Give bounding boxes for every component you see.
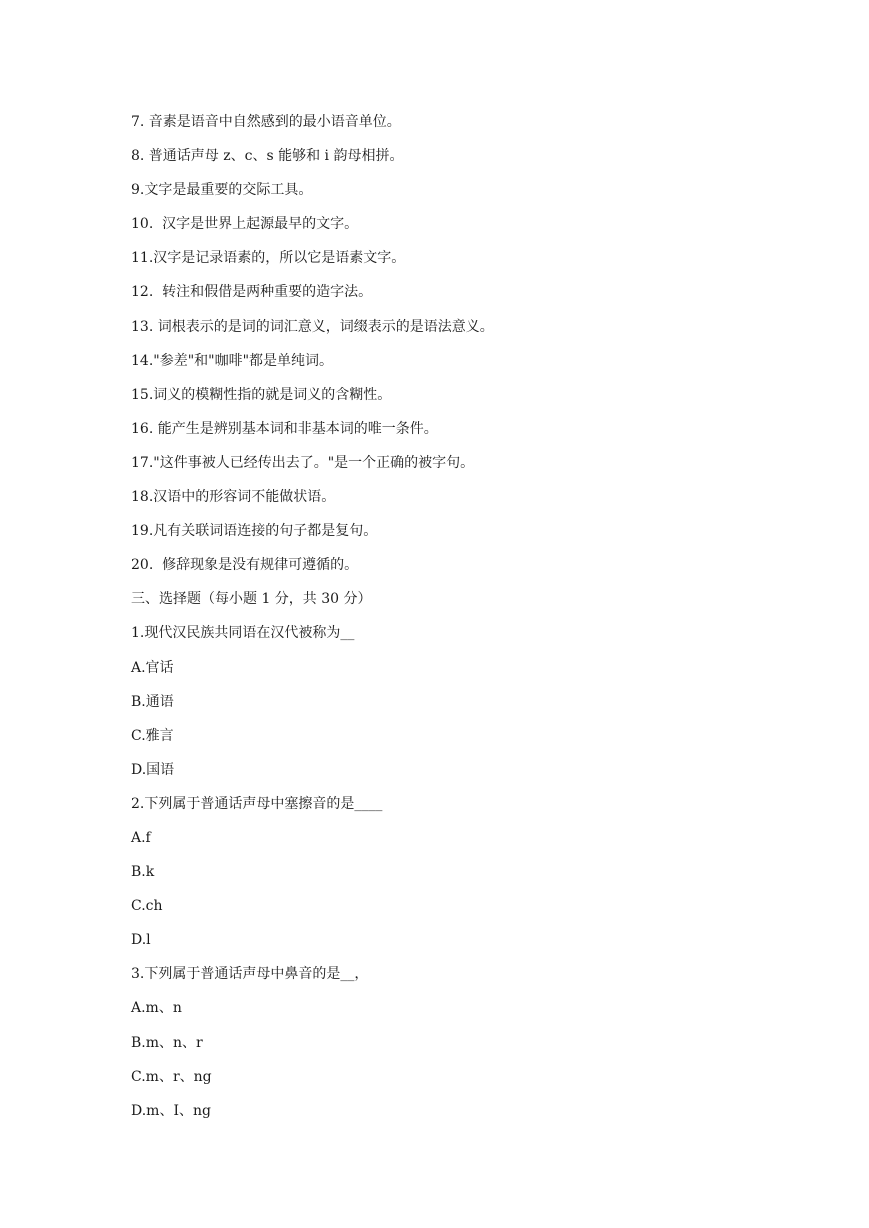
question-3-option-a: A.m、n: [131, 1000, 182, 1017]
true-false-item-20: 20. 修辞现象是没有规律可遵循的。: [131, 557, 359, 574]
question-1-option-b: B.通语: [131, 693, 174, 710]
question-3-stem: 3.下列属于普通话声母中鼻音的是__，: [131, 966, 369, 983]
document-body: [131, 110, 831, 1133]
true-false-item-18: 18.汉语中的形容词不能做状语。: [131, 489, 336, 506]
question-2-option-c: C.ch: [131, 898, 163, 915]
true-false-item-12: 12. 转注和假借是两种重要的造字法。: [131, 284, 373, 301]
question-3-option-c: C.m、r、ng: [131, 1068, 212, 1085]
true-false-item-17: 17."这件事被人已经传出去了。"是一个正确的被字句。: [131, 454, 475, 471]
question-1-stem: 1.现代汉民族共同语在汉代被称为__: [131, 625, 355, 642]
true-false-item-14: 14."参差"和"咖啡"都是单纯词。: [131, 352, 334, 369]
true-false-item-9: 9.文字是最重要的交际工具。: [131, 182, 313, 199]
true-false-item-11: 11.汉字是记录语素的，所以它是语素文字。: [131, 250, 406, 267]
question-1-option-d: D.国语: [131, 761, 175, 778]
question-1-option-c: C.雅言: [131, 727, 174, 744]
question-3-option-d: D.m、I、ng: [131, 1102, 211, 1119]
true-false-item-16: 16. 能产生是辨别基本词和非基本词的唯一条件。: [131, 420, 438, 437]
true-false-item-10: 10. 汉字是世界上起源最早的文字。: [131, 216, 359, 233]
true-false-item-7: 7. 音素是语音中自然感到的最小语音单位。: [131, 114, 401, 130]
true-false-item-19: 19.凡有关联词语连接的句子都是复句。: [131, 523, 378, 540]
true-false-item-8: 8. 普通话声母 z、c、s 能够和 i 韵母相拼。: [131, 148, 404, 165]
question-1-option-a: A.官话: [131, 659, 174, 676]
question-2-stem: 2.下列属于普通话声母中塞擦音的是____: [131, 795, 383, 812]
section-heading: 三、选择题（每小题 1 分，共 30 分）: [131, 591, 372, 608]
true-false-item-15: 15.词义的模糊性指的就是词义的含糊性。: [131, 386, 392, 403]
question-2-option-a: A.f: [131, 829, 151, 846]
true-false-item-13: 13. 词根表示的是词的词汇意义，词缀表示的是语法意义。: [131, 318, 494, 335]
question-2-option-b: B.k: [131, 864, 155, 881]
question-2-option-d: D.l: [131, 932, 151, 949]
question-3-option-b: B.m、n、r: [131, 1034, 203, 1051]
